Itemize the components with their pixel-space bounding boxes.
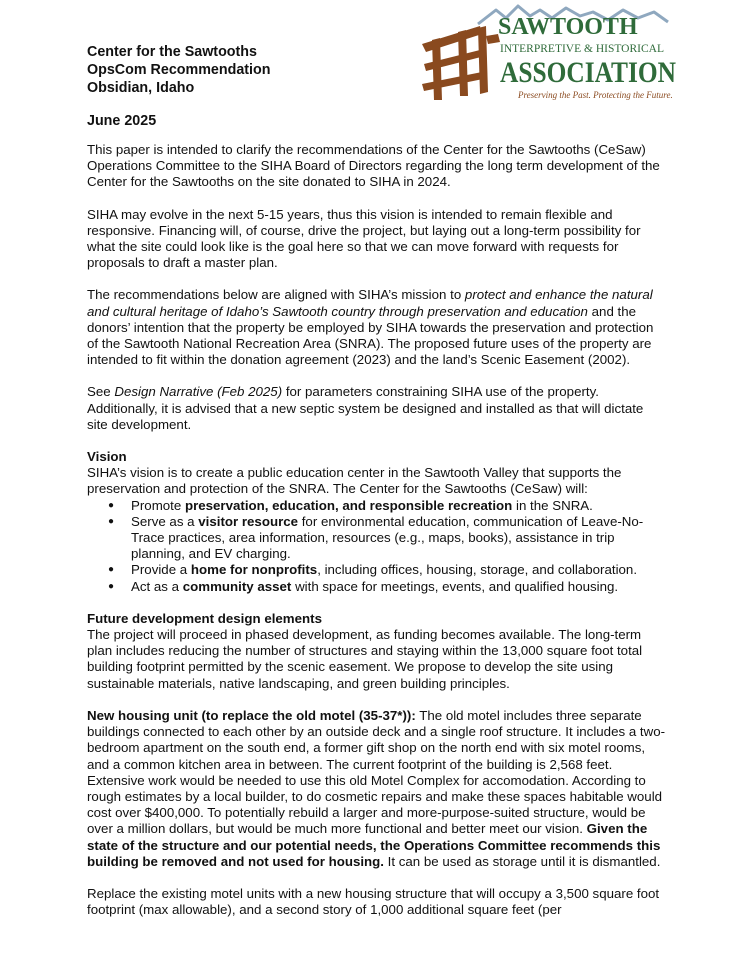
vision-list [87, 498, 667, 595]
fence-icon [422, 26, 500, 100]
logo-tagline: Preserving the Past. Protecting the Future. [518, 90, 673, 100]
housing-paragraph: New housing unit (to replace the old motel (35-37*)): The old motel includes three separate buildings connected to each other by an outside deck and a single roof structure. It includes a two-bedroom apartment on the south end, a former gift shop on the north end with six motel rooms, and a common kitchen area in between. The current footprint of the building is 2,568 feet. Extensive work would be needed to use this old Motel Complex for accomodation. According to rough estimates by a local builder, to do cosmetic repairs and make these spaces habitable would cost over $400,000. To potentially rebuild a larger and more-purpose-suited structure, would be over a million dollars, but would be much more functional and better meet our vision. Given the state of the structure and our potential needs, the Operations Committee recommends this building be removed and not used for housing. It can be used as storage until it is dismantled. [87, 707, 666, 869]
intro-paragraph-1: This paper is intended to clarify the recommendations of the Center for the Sawtooths (CeSaw) Operations Committee to the SIHA Board of Directors regarding the long term development of the Center for the Sawtooths on the site donated to SIHA in 2024. [87, 142, 660, 190]
intro-paragraph-3: The recommendations below are aligned with SIHA’s mission to protect and enhance the natural and cultural heritage of Idaho’s Sawtooth country through preservation and education and the donors’ intention that the property be employed by SIHA towards the preservation and protection of the Sawtooth National Recreation Area (SNRA). The proposed future uses of the property are intended to fit within the donation agreement (2023) and the land’s Scenic Easement (2002). [87, 287, 654, 368]
list-item: ● Serve as a visitor resource for environmental education, communication of Leave-No-Trace practices, area information, resources (e.g., maps, books), assistance in trip planning, and EV charging. [131, 514, 667, 563]
header-title: OpsCom Recommendation [87, 62, 271, 78]
list-item: ● Provide a home for nonprofits, including offices, housing, storage, and collaboration. [131, 562, 667, 578]
siha-logo [418, 4, 680, 104]
logo-word-association: ASSOCIATION [500, 56, 677, 89]
logo-word-interpretive: INTERPRETIVE & HISTORICAL [500, 43, 664, 55]
future-text: The project will proceed in phased development, as funding becomes available. The long-term plan includes reducing the number of structures and staying within the 13,000 square foot total building footprint permitted by the scenic easement. We propose to develop the site using sustainable materials, native landscaping, and green building principles. [87, 627, 643, 691]
housing-paragraph-2: Replace the existing motel units with a new housing structure that will occupy a 3,500 square foot footprint (max allowable), and a second story of 1,000 additional square feet (per [87, 885, 660, 918]
logo-word-sawtooth: SAWTOOTH [498, 14, 638, 40]
future-heading: Future development design elements [87, 610, 322, 626]
list-item: ● Promote preservation, education, and responsible recreation in the SNRA. [131, 498, 667, 514]
housing-recommendation: Given the state of the structure and our potential needs, the Operations Committee recommends this building be removed and not used for housing. [87, 821, 661, 869]
mission-statement: protect and enhance the natural and cultural heritage of Idaho’s Sawtooth country through preservation and education [87, 287, 653, 319]
vision-text: SIHA’s vision is to create a public education center in the Sawtooth Valley that supports the preservation and protection of the SNRA. The Center for the Sawtooths (CeSaw) will: [87, 465, 622, 497]
document-body [87, 142, 667, 934]
intro-paragraph-2: SIHA may evolve in the next 5-15 years, thus this vision is intended to remain flexible and responsive. Financing will, of course, drive the project, but laying out a long-term possibility for what the site could look like is the goal here so that we can move forward with requests for proposals to draft a master plan. [87, 206, 641, 271]
list-item: ● Act as a community asset with space for meetings, events, and qualified housing. [131, 579, 667, 595]
design-narrative-reference: Design Narrative (Feb 2025) [114, 384, 283, 400]
header-location: Obsidian, Idaho [87, 80, 195, 96]
document-date: June 2025 [87, 113, 157, 129]
vision-heading: Vision [87, 449, 127, 465]
document-header [87, 43, 271, 97]
housing-lead: New housing unit (to replace the old motel (35-37*)): [87, 707, 416, 723]
intro-paragraph-4: See Design Narrative (Feb 2025) for parameters constraining SIHA use of the property. Additionally, it is advised that a new septic system be designed and installed as that will dictate site development. [87, 384, 644, 432]
header-org: Center for the Sawtooths [87, 44, 257, 60]
